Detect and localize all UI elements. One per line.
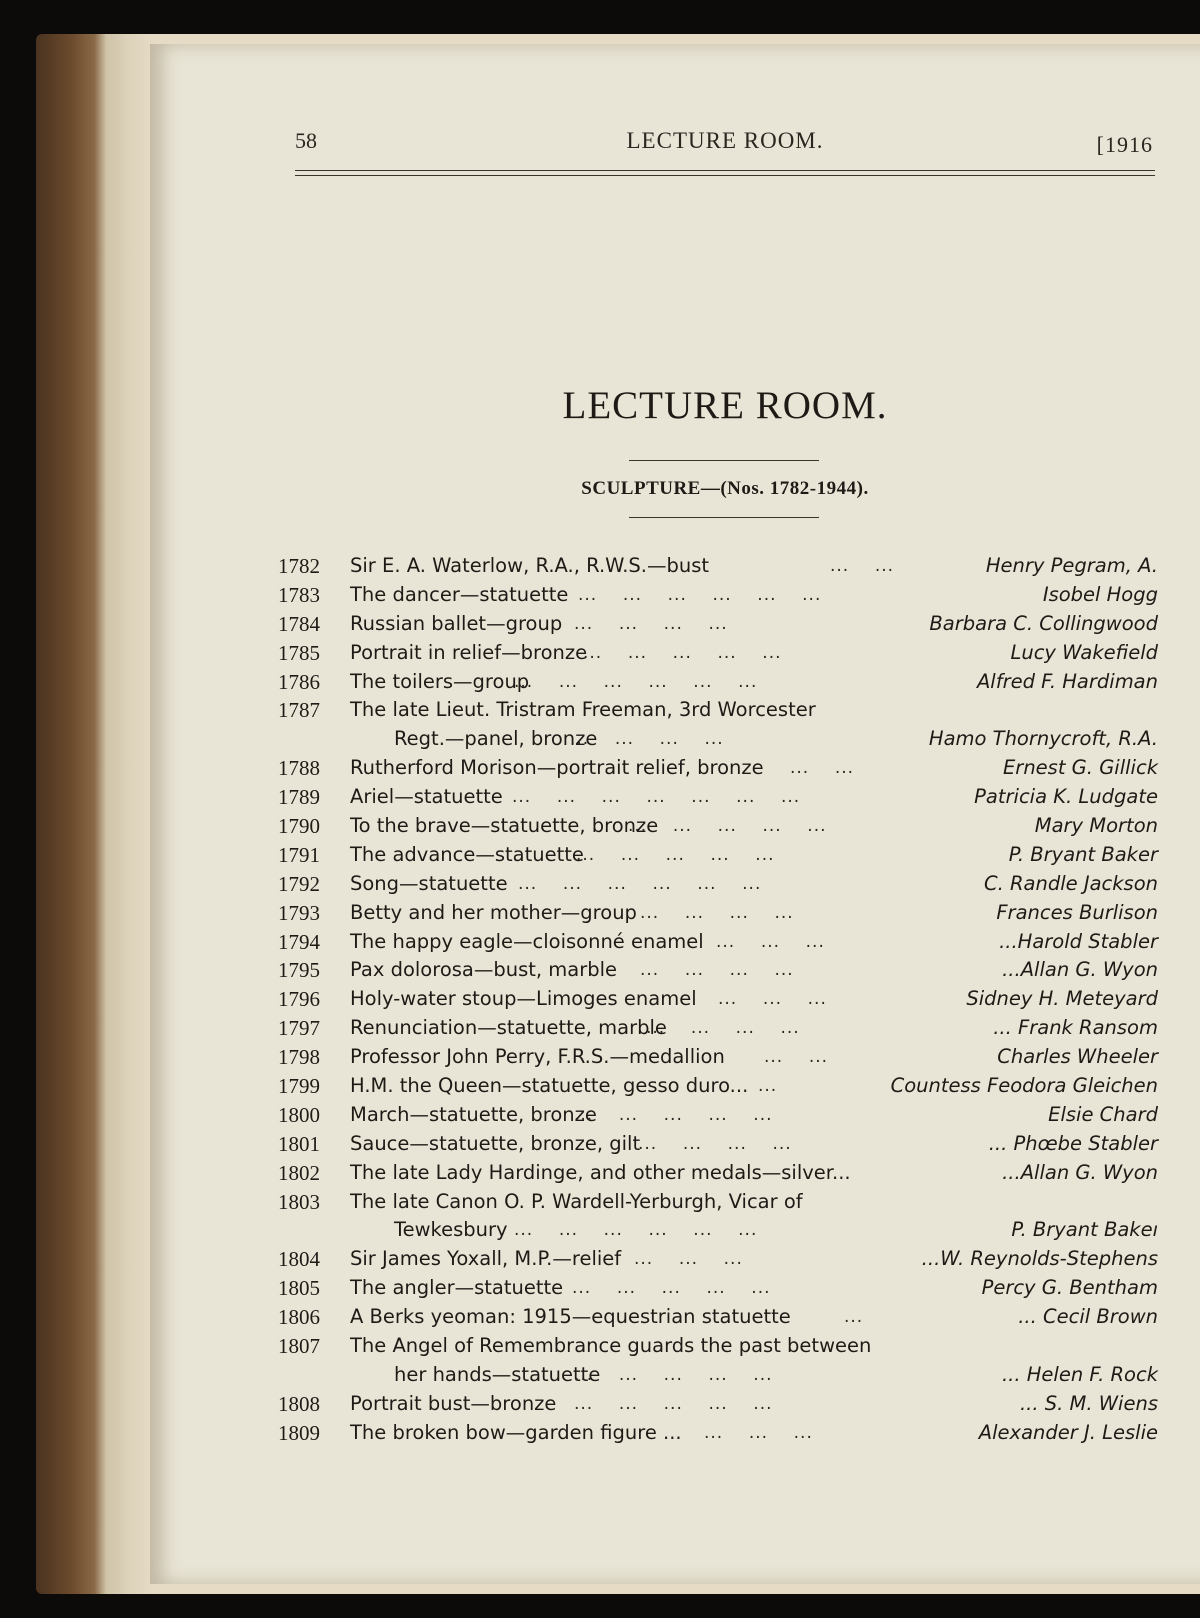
- entry-title: Rutherford Morison—portrait relief, bronze: [350, 756, 764, 780]
- entry-artist: ... Frank Ransom: [993, 1016, 1158, 1040]
- dot-leader: ... ... ... ... ... ...: [578, 584, 822, 605]
- dot-leader: ... ... ... ... ...: [576, 844, 775, 865]
- dot-leader: ... ...: [830, 556, 895, 576]
- entry-artist: Alfred F. Hardiman: [976, 669, 1158, 693]
- dot-leader: ... ... ... ... ...: [628, 816, 827, 837]
- dot-leader: ... ... ...: [716, 931, 825, 952]
- entry-title: Portrait bust—bronze: [350, 1391, 557, 1415]
- entry-title: The Angel of Remembrance guards the past between: [350, 1334, 872, 1358]
- entry-title: Sir E. A. Waterlow, R.A., R.W.S.—bust: [350, 554, 710, 577]
- catalogue-entry: [278, 1361, 1158, 1390]
- catalogue-entry: [278, 1332, 1158, 1361]
- catalogue-entry: [278, 928, 1158, 957]
- entry-number: 1787: [278, 698, 320, 723]
- entry-artist: P. Bryant Bakeı: [1011, 1218, 1158, 1242]
- catalogue-entry: [278, 812, 1158, 841]
- entry-artist: Mary Morton: [1034, 814, 1158, 838]
- dot-leader: ... ... ... ...: [570, 729, 724, 750]
- entry-title: The broken bow—garden figure ...: [350, 1420, 682, 1444]
- dot-leader: ... ... ... ... ... ...: [514, 1220, 758, 1241]
- dot-leader: ... ... ...: [634, 1249, 743, 1270]
- entry-number: 1785: [278, 640, 320, 665]
- entry-artist: ... Phœbe Stabler: [988, 1131, 1158, 1155]
- dot-leader: ... ... ... ... ... ...: [518, 873, 762, 894]
- dot-leader: ... ... ... ... ...: [574, 1393, 773, 1414]
- entry-title: To the brave—statuette, bronze: [350, 814, 659, 838]
- entry-number: 1797: [278, 1016, 320, 1041]
- entry-artist: Countess Feodora Gleichen: [890, 1074, 1158, 1098]
- catalogue-entry: [278, 1390, 1158, 1419]
- entry-artist: Elsie Chard: [1048, 1102, 1158, 1126]
- entry-number: 1788: [278, 756, 320, 781]
- catalogue-entry: [278, 1043, 1158, 1072]
- catalogue-entry: [278, 985, 1158, 1014]
- catalogue-entry: [278, 552, 1158, 581]
- catalogue-entry: [278, 1130, 1158, 1159]
- entry-artist: ...W. Reynolds-Stephens: [921, 1247, 1158, 1271]
- dot-leader: ...: [844, 1307, 864, 1328]
- entry-artist: Henry Pegram, A.: [985, 554, 1158, 577]
- entry-number: 1801: [278, 1131, 320, 1156]
- entry-number: 1804: [278, 1247, 320, 1272]
- catalogue-list: [278, 552, 1158, 1448]
- entry-number: 1795: [278, 958, 320, 983]
- entry-artist: ... Cecil Brown: [1018, 1305, 1158, 1329]
- entry-title: Song—statuette: [350, 871, 508, 895]
- catalogue-entry: [278, 899, 1158, 928]
- running-title: LECTURE ROOM.: [626, 128, 824, 153]
- entry-title: Pax dolorosa—bust, marble: [350, 958, 618, 982]
- entry-title: Sauce—statuette, bronze, gilt: [350, 1131, 641, 1155]
- dot-leader: ... ... ... ...: [640, 960, 794, 981]
- catalogue-entry: [278, 1245, 1158, 1274]
- dot-leader: ... ... ... ... ... ...: [514, 671, 758, 692]
- entry-number: 1784: [278, 611, 320, 636]
- entry-title: The happy eagle—cloisonné enamel: [350, 929, 704, 953]
- entry-artist: Patricia K. Ludgate: [974, 785, 1158, 809]
- entry-number: 1800: [278, 1102, 320, 1127]
- entry-title: The angler—statuette: [350, 1276, 564, 1300]
- catalogue-entry: [278, 1101, 1158, 1130]
- catalogue-entry: [278, 1072, 1158, 1101]
- entry-number: 1794: [278, 929, 320, 954]
- title-rule-bottom: [629, 517, 819, 518]
- entry-title: Professor John Perry, F.R.S.—medallion: [350, 1045, 725, 1069]
- entry-artist: Barbara C. Collingwood: [929, 611, 1158, 635]
- dot-leader: ... ... ... ... ...: [574, 1364, 773, 1385]
- catalogue-entry: [278, 754, 1158, 783]
- dot-leader: ...: [758, 1076, 778, 1097]
- entry-title: The dancer—statuette: [350, 582, 569, 606]
- section-subtitle: SCULPTURE—(Nos. 1782-1944).: [581, 478, 869, 499]
- entry-artist: Frances Burlison: [996, 900, 1158, 924]
- entry-artist: Hamo Thornycroft, R.A.: [928, 727, 1158, 751]
- entry-artist: C. Randle Jackson: [983, 871, 1158, 895]
- entry-artist: Isobel Hogg: [1042, 582, 1158, 606]
- entry-number: 1793: [278, 900, 320, 925]
- entry-number: 1805: [278, 1276, 320, 1301]
- dot-leader: ... ... ... ...: [646, 1018, 800, 1039]
- entry-number: 1789: [278, 785, 320, 810]
- entry-number: 1782: [278, 554, 320, 578]
- catalogue-entry: [278, 610, 1158, 639]
- catalogue-entry: [278, 1188, 1158, 1217]
- entry-number: 1786: [278, 669, 320, 694]
- catalogue-entry: [278, 783, 1158, 812]
- catalogue-entry: [278, 1303, 1158, 1332]
- dot-leader: ... ...: [764, 1047, 829, 1068]
- section-title: LECTURE ROOM.: [562, 384, 888, 427]
- entry-number: 1796: [278, 987, 320, 1012]
- entry-artist: ... Helen F. Rock: [1001, 1362, 1158, 1386]
- entry-artist: Lucy Wakefield: [1010, 640, 1158, 664]
- entry-artist: P. Bryant Baker: [1008, 842, 1158, 866]
- catalogue-entry: [278, 1274, 1158, 1303]
- dot-leader: ... ... ... ...: [640, 902, 794, 923]
- entry-title: March—statuette, bronze: [350, 1102, 597, 1126]
- catalogue-entry: [278, 639, 1158, 668]
- dot-leader: ... ... ... ...: [638, 1133, 792, 1154]
- entry-number: 1806: [278, 1305, 320, 1330]
- catalogue-entry: [278, 668, 1158, 697]
- entry-number: 1807: [278, 1334, 320, 1359]
- entry-artist: Percy G. Bentham: [981, 1276, 1158, 1300]
- catalogue-entry: [278, 1014, 1158, 1043]
- entry-number: 1790: [278, 814, 320, 839]
- entry-title: The late Lieut. Tristram Freeman, 3rd Worcester: [350, 698, 816, 722]
- catalogue-entry: [278, 725, 1158, 754]
- entry-artist: ...Allan G. Wyon: [1002, 958, 1158, 982]
- dot-leader: ... ... ...: [718, 989, 827, 1010]
- entry-title: Renunciation—statuette, marble: [350, 1016, 667, 1040]
- entry-title: Tewkesbury: [394, 1218, 508, 1242]
- entry-number: 1799: [278, 1074, 320, 1099]
- entry-artist: Ernest G. Gillick: [1002, 756, 1158, 780]
- entry-title: H.M. the Queen—statuette, gesso duro...: [350, 1074, 749, 1098]
- header-double-rule: [295, 170, 1155, 176]
- running-year: [1916: [1096, 132, 1153, 157]
- entry-title: Betty and her mother—group: [350, 900, 637, 924]
- entry-title: her hands—statuette: [394, 1362, 601, 1386]
- entry-number: 1798: [278, 1045, 320, 1070]
- catalogue-entry: [278, 841, 1158, 870]
- entry-number: 1802: [278, 1160, 320, 1185]
- entry-title: Ariel—statuette: [350, 785, 503, 809]
- catalogue-entry: [278, 870, 1158, 899]
- catalogue-entry: [278, 581, 1158, 610]
- entry-title: The late Canon O. P. Wardell-Yerburgh, Vicar of: [350, 1189, 803, 1213]
- entry-title: The late Lady Hardinge, and other medals—silver...: [350, 1160, 851, 1184]
- entry-number: 1792: [278, 871, 320, 896]
- dot-leader: ... ... ... ... ...: [574, 1104, 773, 1125]
- catalogue-entry: [278, 696, 1158, 725]
- entry-number: 1808: [278, 1391, 320, 1416]
- entry-artist: ... S. M. Wiens: [1019, 1391, 1158, 1415]
- dot-leader: ... ... ...: [704, 1422, 813, 1443]
- dot-leader: ... ... ... ... ...: [572, 1278, 771, 1299]
- running-head: [295, 128, 1155, 168]
- entry-artist: Sidney H. Meteyard: [966, 987, 1158, 1011]
- entry-number: 1783: [278, 582, 320, 607]
- catalogue-entry: [278, 1216, 1158, 1245]
- entry-artist: Alexander J. Leslie: [978, 1420, 1158, 1444]
- entry-title: Russian ballet—group: [350, 611, 563, 635]
- catalogue-entry: [278, 1419, 1158, 1448]
- entry-title: A Berks yeoman: 1915—equestrian statuette: [350, 1305, 791, 1329]
- entry-title: Holy-water stoup—Limoges enamel: [350, 987, 697, 1011]
- dot-leader: ... ... ... ... ...: [583, 642, 782, 663]
- title-rule-top: [629, 460, 819, 461]
- dot-leader: ... ... ... ... ... ... ...: [512, 787, 801, 808]
- dot-leader: ... ... ... ...: [574, 613, 728, 634]
- page-number: 58: [295, 128, 317, 153]
- dot-leader: ... ...: [790, 758, 855, 779]
- entry-title: Sir James Yoxall, M.P.—relief: [350, 1247, 622, 1271]
- entry-number: 1809: [278, 1420, 320, 1445]
- entry-artist: Charles Wheeler: [997, 1045, 1158, 1069]
- entry-title: Regt.—panel, bronze: [394, 727, 598, 751]
- entry-title: The toilers—group: [350, 669, 530, 693]
- entry-number: 1791: [278, 842, 320, 867]
- entry-number: 1803: [278, 1189, 320, 1214]
- entry-title: Portrait in relief—bronze: [350, 640, 588, 664]
- entry-artist: ...Harold Stabler: [999, 929, 1158, 953]
- entry-artist: ...Allan G. Wyon: [1002, 1160, 1158, 1184]
- catalogue-entry: [278, 1159, 1158, 1188]
- catalogue-entry: [278, 956, 1158, 985]
- entry-title: The advance—statuette: [350, 842, 584, 866]
